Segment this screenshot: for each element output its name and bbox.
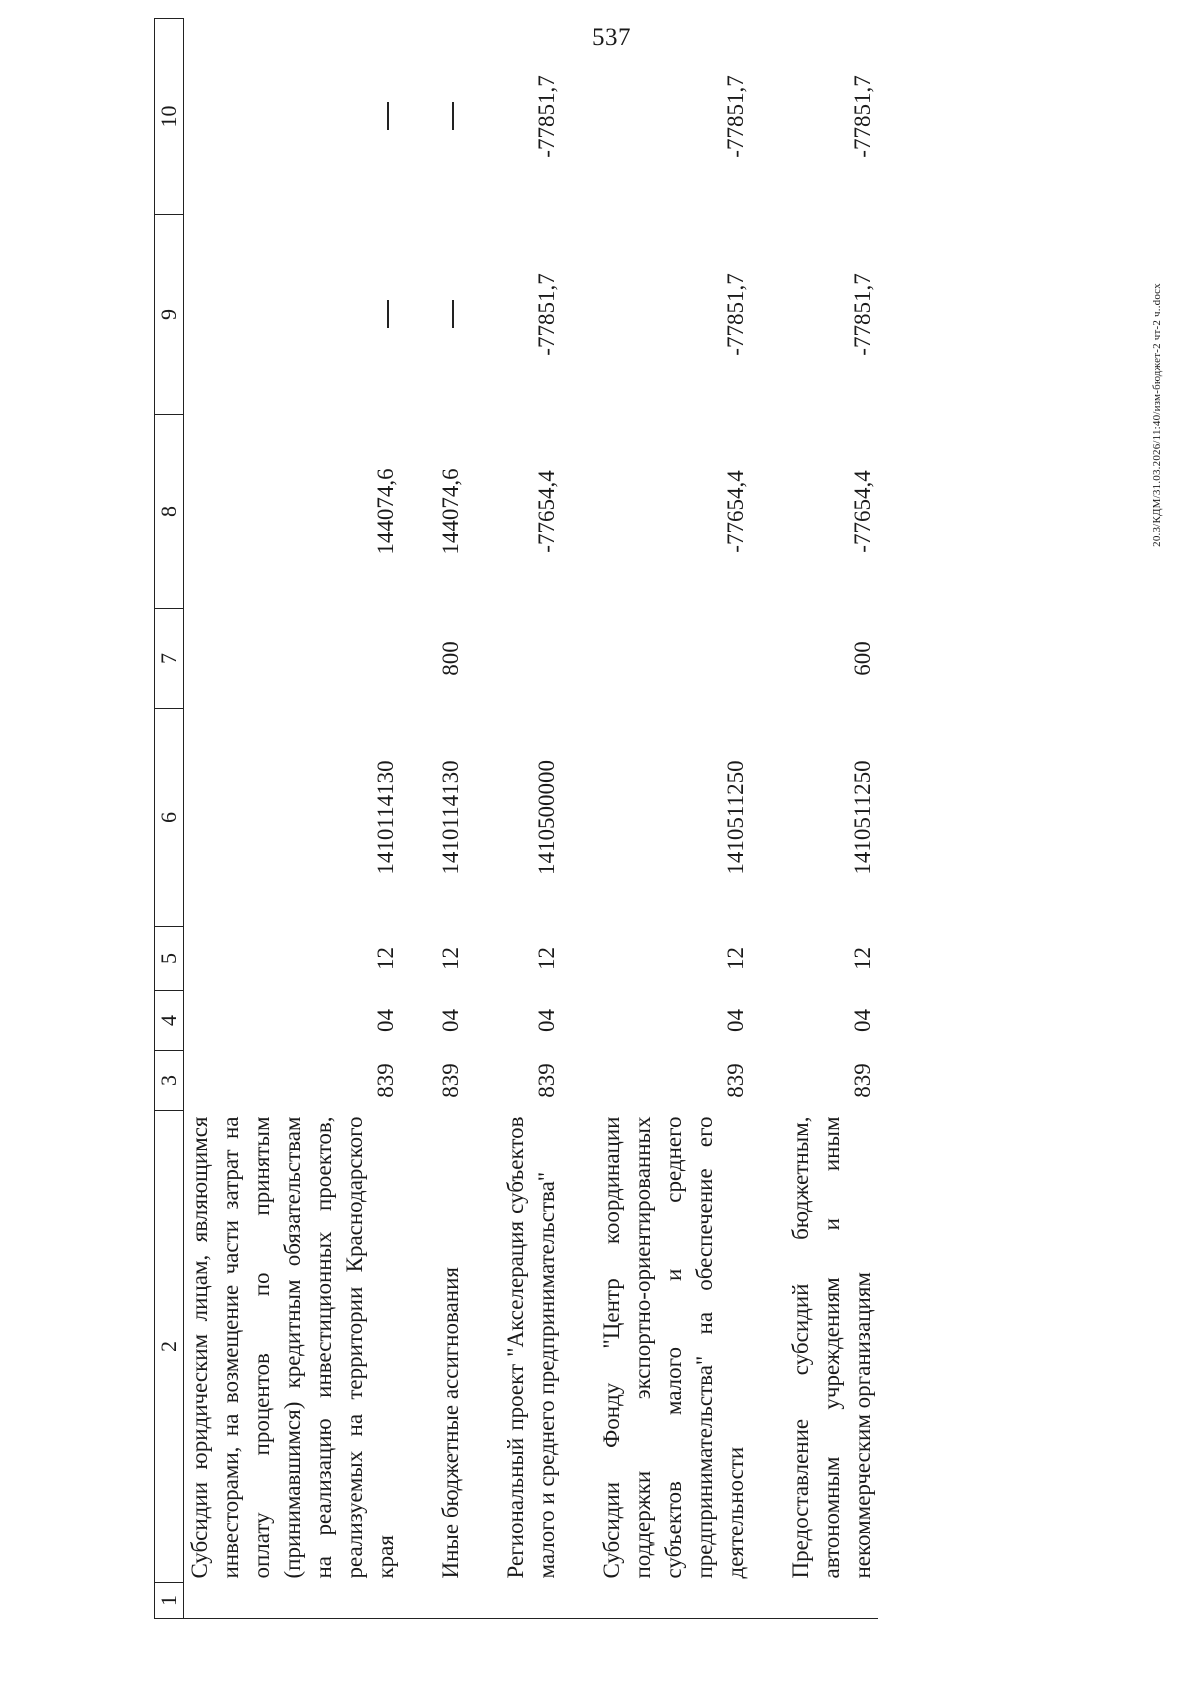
cell-c5: 12 xyxy=(534,947,559,970)
cell-c9 xyxy=(184,215,402,415)
cell-c8: -77654,4 xyxy=(850,470,875,553)
row-description: Региональный проект "Акселерация субъектов малого и среднего предпринимательства" xyxy=(503,1116,559,1579)
cell-c7 xyxy=(596,609,751,709)
row-description: Предоставление субсидий бюджетным, автономным учреждениям и иным некоммерческим организациям xyxy=(788,1116,875,1579)
table-row xyxy=(184,19,402,1619)
row-number-cell xyxy=(435,1583,466,1619)
row-description: Иные бюджетные ассигнования xyxy=(438,1267,463,1579)
cell-c4: 04 xyxy=(373,1009,398,1032)
cell-c4: 04 xyxy=(534,1009,559,1032)
cell-c4: 04 xyxy=(850,1009,875,1032)
row-number-cell xyxy=(500,1583,562,1619)
budget-table xyxy=(154,18,878,1619)
cell-c10: -77851,7 xyxy=(534,75,559,158)
cell-c3: 839 xyxy=(850,1063,875,1098)
column-header: 6 xyxy=(155,709,184,927)
cell-c6: 1410500000 xyxy=(534,760,559,875)
cell-c7: 800 xyxy=(438,641,463,676)
cell-c3: 839 xyxy=(723,1063,748,1098)
row-number-cell xyxy=(184,1583,402,1619)
cell-c3: 839 xyxy=(438,1063,463,1098)
column-header: 10 xyxy=(155,19,184,215)
row-number-cell xyxy=(596,1583,751,1619)
cell-c8: 144074,6 xyxy=(438,468,463,555)
cell-c8: -77654,4 xyxy=(534,470,559,553)
table-header-row xyxy=(155,19,184,1619)
column-header: 7 xyxy=(155,609,184,709)
cell-c6: 1410511250 xyxy=(723,760,748,875)
table-row xyxy=(596,19,751,1619)
page-number: 537 xyxy=(592,24,631,51)
column-header: 5 xyxy=(155,927,184,991)
cell-c5: 12 xyxy=(373,947,398,970)
cell-c4: 04 xyxy=(723,1009,748,1032)
cell-c3: 839 xyxy=(534,1063,559,1098)
dash-mark xyxy=(387,301,389,329)
column-header: 8 xyxy=(155,415,184,609)
cell-c5: 12 xyxy=(438,947,463,970)
table-row xyxy=(785,19,878,1619)
row-number-cell xyxy=(785,1583,878,1619)
rotated-table-container xyxy=(154,19,1084,1619)
cell-c8: 144074,6 xyxy=(373,468,398,555)
column-header: 1 xyxy=(155,1583,184,1619)
cell-c10: -77851,7 xyxy=(723,75,748,158)
cell-c3: 839 xyxy=(373,1063,398,1098)
table-row xyxy=(500,19,562,1619)
cell-c6: 1410114130 xyxy=(438,760,463,875)
cell-c9 xyxy=(435,215,466,415)
row-description: Субсидии юридическим лицам, являющимся инвесторами, на возмещение части затрат на оплату процентов по принятым (принимавшимся) кредитным обязательствам на реализацию инвестиционных проектов, реализуемых на территории Краснодарского края xyxy=(187,1116,398,1579)
cell-c8: -77654,4 xyxy=(723,470,748,553)
dash-mark xyxy=(452,103,454,131)
cell-c9: -77851,7 xyxy=(534,273,559,356)
cell-c7 xyxy=(500,609,562,709)
cell-c7: 600 xyxy=(850,641,875,676)
cell-c10: -77851,7 xyxy=(850,75,875,158)
row-description: Субсидии Фонду "Центр координации поддержки экспортно-ориентированных субъектов малого и среднего предпринимательства" на обеспечение его деятельности xyxy=(599,1116,748,1579)
cell-c7 xyxy=(184,609,402,709)
cell-c4: 04 xyxy=(438,1009,463,1032)
cell-c5: 12 xyxy=(723,947,748,970)
column-header: 3 xyxy=(155,1051,184,1111)
dash-mark xyxy=(387,103,389,131)
cell-c6: 1410114130 xyxy=(373,760,398,875)
cell-c9: -77851,7 xyxy=(850,273,875,356)
column-header: 9 xyxy=(155,215,184,415)
document-footer-note: 20.3/КДМ/31.03.2026/11:40/изм-бюджет-2 чт-2 ч..docx xyxy=(1151,283,1163,547)
table-row xyxy=(435,19,466,1619)
column-header: 4 xyxy=(155,991,184,1051)
cell-c6: 1410511250 xyxy=(850,760,875,875)
column-header: 2 xyxy=(155,1111,184,1583)
cell-c5: 12 xyxy=(850,947,875,970)
cell-c9: -77851,7 xyxy=(723,273,748,356)
cell-c10 xyxy=(435,19,466,215)
dash-mark xyxy=(452,301,454,329)
cell-c10 xyxy=(184,19,402,215)
